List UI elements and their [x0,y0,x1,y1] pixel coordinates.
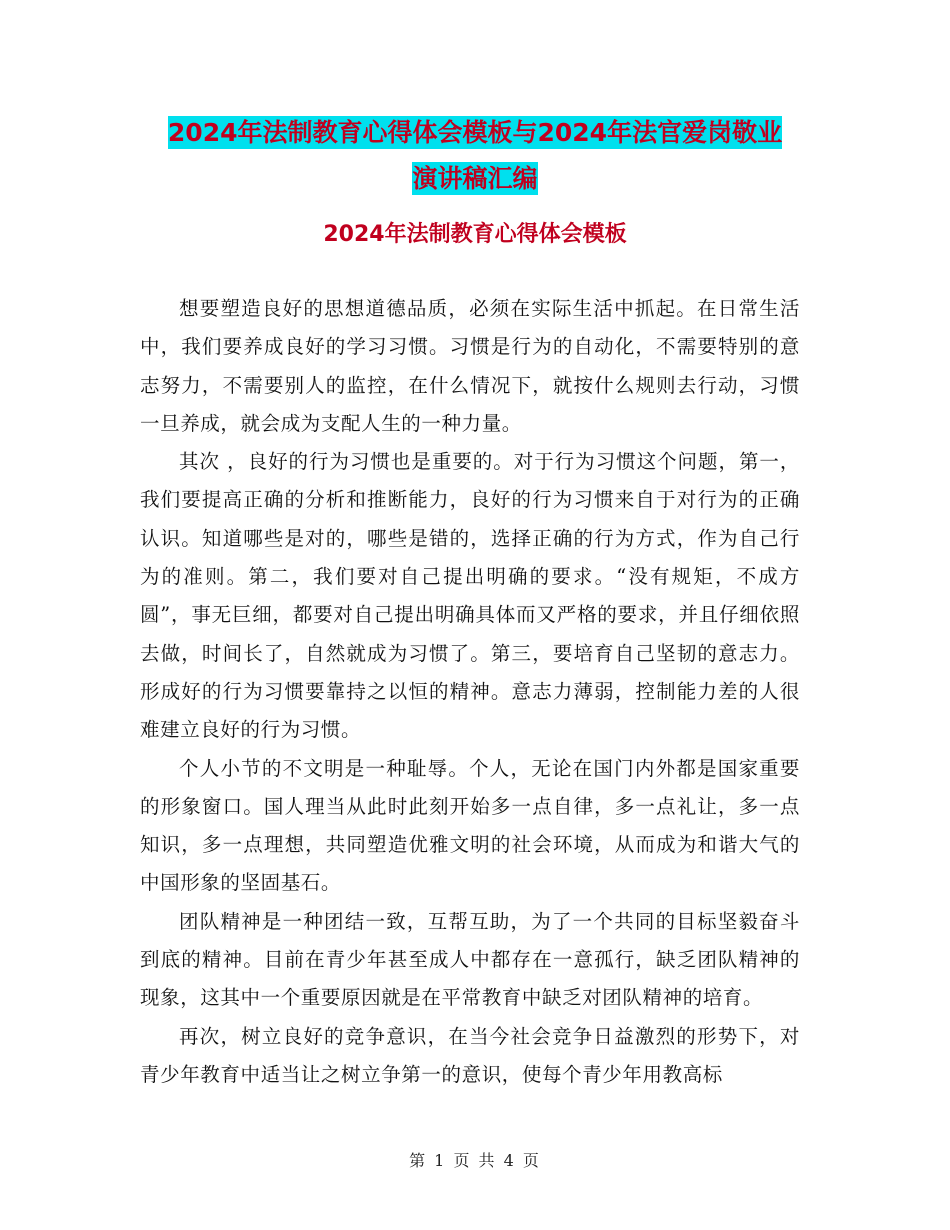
section-heading: 2024年法制教育心得体会模板 [323,222,627,247]
page-footer: 第 1 页 共 4 页 [409,1151,541,1170]
paragraph: 个人小节的不文明是一种耻辱。个人，无论在国门内外都是国家重要的形象窗口。国人理当从此时此刻开始多一点自律，多一点礼让，多一点知识，多一点理想，共同塑造优雅文明的社会环境，从而成为和谐大气的中国形象的坚固基石。 [140,756,800,895]
paragraph: 再次，树立良好的竞争意识，在当今社会竞争日益激烈的形势下，对青少年教育中适当让之树立争第一的意识，使每个青少年用教高标 [140,1024,800,1086]
paragraph: 团队精神是一种团结一致，互帮互助，为了一个共同的目标坚毅奋斗到底的精神。目前在青少年甚至成人中都存在一意孤行，缺乏团队精神的现象，这其中一个重要原因就是在平常教育中缺乏对团队精神的培育。 [140,909,800,1010]
title-line-2: 演讲稿汇编 [412,164,538,193]
paragraph: 想要塑造良好的思想道德品质，必须在实际生活中抓起。在日常生活中，我们要养成良好的学习习惯。习惯是行为的自动化，不需要特别的意志努力，不需要别人的监控，在什么情况下，就按什么规则去行动，习惯一旦养成，就会成为支配人生的一种力量。 [140,297,800,435]
paragraph: 其次 ，良好的行为习惯也是重要的。对于行为习惯这个问题，第一，我们要提高正确的分析和推断能力，良好的行为习惯来自于对行为的正确认识。知道哪些是对的，哪些是错的，选择正确的行为方式，作为自己行为的准则。第二，我们要对自己提出明确的要求。“没有规矩，不成方圆”，事无巨细，都要对自己提出明确具体而又严格的要求，并且仔细依照去做，时间长了，自然就成为习惯了。第三，要培育自己坚韧的意志力。形成好的行为习惯要靠持之以恒的精神。意志力薄弱，控制能力差的人很难建立良好的行为习惯。 [140,450,800,742]
body-text [140,290,800,1094]
title-line-1: 2024年法制教育心得体会模板与2024年法官爱岗敬业 [167,118,783,147]
document-title [140,110,810,202]
